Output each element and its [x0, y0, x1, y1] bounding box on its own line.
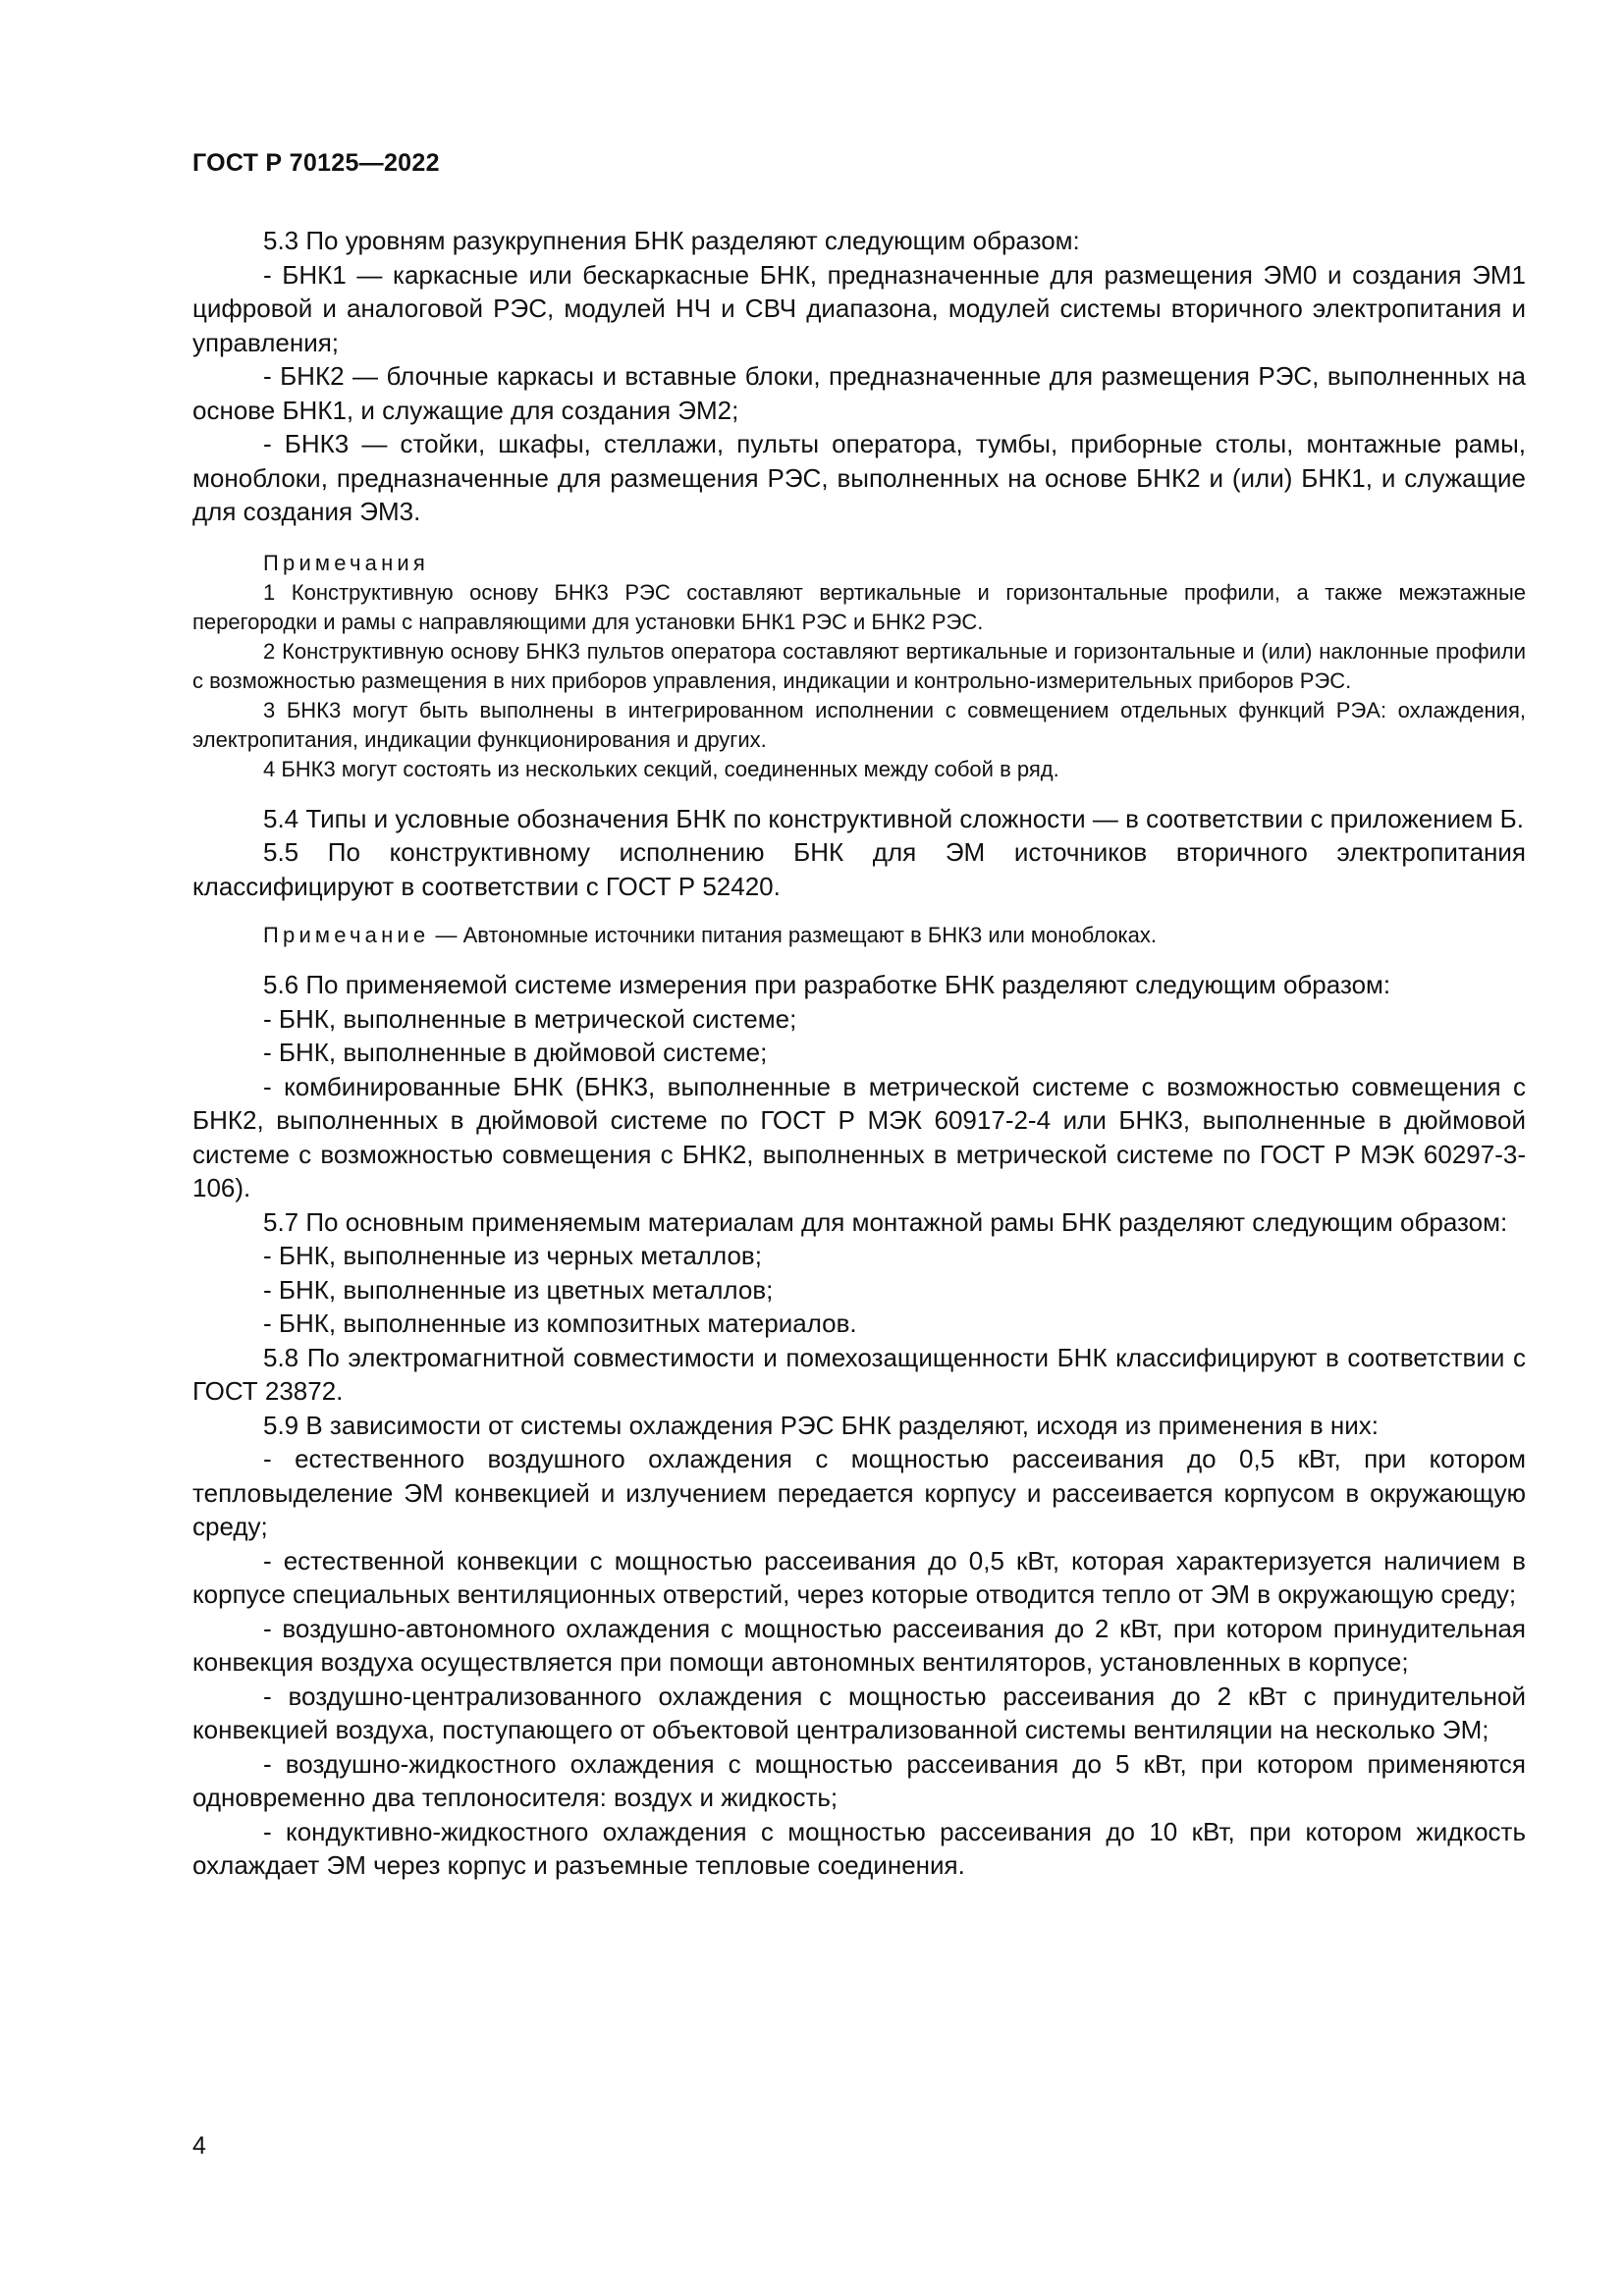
document-body	[192, 224, 1526, 1883]
clause-5-6-item: - комбинированные БНК (БНК3, выполненные в метрической системе с возможностью совмещения с БНК2, выполненных в дюймовой системе по ГОСТ Р МЭК 60917-2-4 или БНК3, выполненные в дюймовой системе с возможностью совмещения с БНК2, выполненных в метрической системе по ГОСТ Р МЭК 60297-3-106).	[192, 1071, 1526, 1202]
clause-5-7-item: - БНК, выполненные из цветных металлов;	[263, 1274, 774, 1305]
note-item: 3 БНК3 могут быть выполнены в интегрированном исполнении с совмещением отдельных функций РЭА: охлаждения, электропитания, индикации функционирования и других.	[192, 697, 1526, 752]
clause-5-7-intro: 5.7 По основным применяемым материалам для монтажной рамы БНК разделяют следующим образом:	[263, 1206, 1508, 1237]
clause-5-3-intro: 5.3 По уровням разукрупнения БНК разделяют следующим образом:	[263, 226, 1080, 255]
clause-5-9-item: - воздушно-централизованного охлаждения с мощностью рассеивания до 2 кВт с принудительной конвекцией воздуха, поступающего от объектовой централизованной системы вентиляции на несколько ЭМ;	[192, 1681, 1526, 1744]
single-note-label: Примечание	[263, 923, 430, 947]
clause-5-9-item: - естественного воздушного охлаждения с мощностью рассеивания до 0,5 кВт, при котором тепловыделение ЭМ конвекцией и излучением передается корпусу и рассеивается корпусом в окружающую среду;	[192, 1444, 1526, 1541]
clause-5-3-item: - БНК2 — блочные каркасы и вставные блоки, предназначенные для размещения РЭС, выполненных на основе БНК1, и служащие для создания ЭМ2;	[192, 361, 1526, 425]
clause-5-6-item: - БНК, выполненные в метрической системе;	[263, 1003, 797, 1034]
clause-5-3-item: - БНК1 — каркасные или бескаркасные БНК, предназначенные для размещения ЭМ0 и создания ЭМ1 цифровой и аналоговой РЭС, модулей НЧ и СВЧ диапазона, модулей системы вторичного электропитания и управления;	[192, 259, 1526, 357]
note-item: 1 Конструктивную основу БНК3 РЭС составляют вертикальные и горизонтальные профили, а также межэтажные перегородки и рамы с направляющими для установки БНК1 РЭС и БНК2 РЭС.	[192, 579, 1526, 634]
clause-5-9-item: - воздушно-жидкостного охлаждения с мощностью рассеивания до 5 кВт, при котором применяются одновременно два теплоносителя: воздух и жидкость;	[192, 1748, 1526, 1812]
clause-5-9-item: - естественной конвекции с мощностью рассеивания до 0,5 кВт, которая характеризуется наличием в корпусе специальных вентиляционных отверстий, через которые отводится тепло от ЭМ в окружающую среду;	[192, 1545, 1526, 1609]
clause-5-8: 5.8 По электромагнитной совместимости и помехозащищенности БНК классифицируют в соответствии с ГОСТ 23872.	[192, 1342, 1526, 1406]
page-number: 4	[192, 2132, 206, 2160]
clause-5-5: 5.5 По конструктивному исполнению БНК для ЭМ источников вторичного электропитания классифицируют в соответствии с ГОСТ Р 52420.	[192, 837, 1526, 901]
notes-heading: Примечания	[263, 550, 430, 575]
clause-5-7-item: - БНК, выполненные из черных металлов;	[263, 1241, 762, 1270]
note-item: 4 БНК3 могут состоять из нескольких секций, соединенных между собой в ряд.	[263, 756, 1059, 781]
clause-5-4: 5.4 Типы и условные обозначения БНК по конструктивной сложности — в соответствии с приложением Б.	[263, 803, 1524, 833]
single-note	[192, 921, 1526, 950]
document-header: ГОСТ Р 70125—2022	[192, 149, 440, 177]
clause-5-9-intro: 5.9 В зависимости от системы охлаждения РЭС БНК разделяют, исходя из применения в них:	[263, 1410, 1380, 1440]
clause-5-7-item: - БНК, выполненные из композитных материалов.	[263, 1308, 857, 1338]
notes-block	[192, 549, 1526, 784]
clause-5-9-item: - воздушно-автономного охлаждения с мощностью рассеивания до 2 кВт, при котором принудительная конвекция воздуха осуществляется при помощи автономных вентиляторов, установленных в корпусе;	[192, 1613, 1526, 1677]
note-item: 2 Конструктивную основу БНК3 пультов оператора составляют вертикальные и горизонтальные и (или) наклонные профили с возможностью размещения в них приборов управления, индикации и контрольно-измерительных приборов РЭС.	[192, 638, 1526, 693]
clause-5-3-item: - БНК3 — стойки, шкафы, стеллажи, пульты оператора, тумбы, приборные столы, монтажные рамы, моноблоки, предназначенные для размещения РЭС, выполненных на основе БНК2 и (или) БНК1, и служащие для создания ЭМ3.	[192, 429, 1526, 526]
single-note-text: — Автономные источники питания размещают в БНК3 или моноблоках.	[429, 923, 1158, 947]
clause-5-6-intro: 5.6 По применяемой системе измерения при разработке БНК разделяют следующим образом:	[263, 970, 1391, 999]
clause-5-9-item: - кондуктивно-жидкостного охлаждения с мощностью рассеивания до 10 кВт, при котором жидкость охлаждает ЭМ через корпус и разъемные тепловые соединения.	[192, 1816, 1526, 1880]
clause-5-6-item: - БНК, выполненные в дюймовой системе;	[263, 1038, 768, 1067]
